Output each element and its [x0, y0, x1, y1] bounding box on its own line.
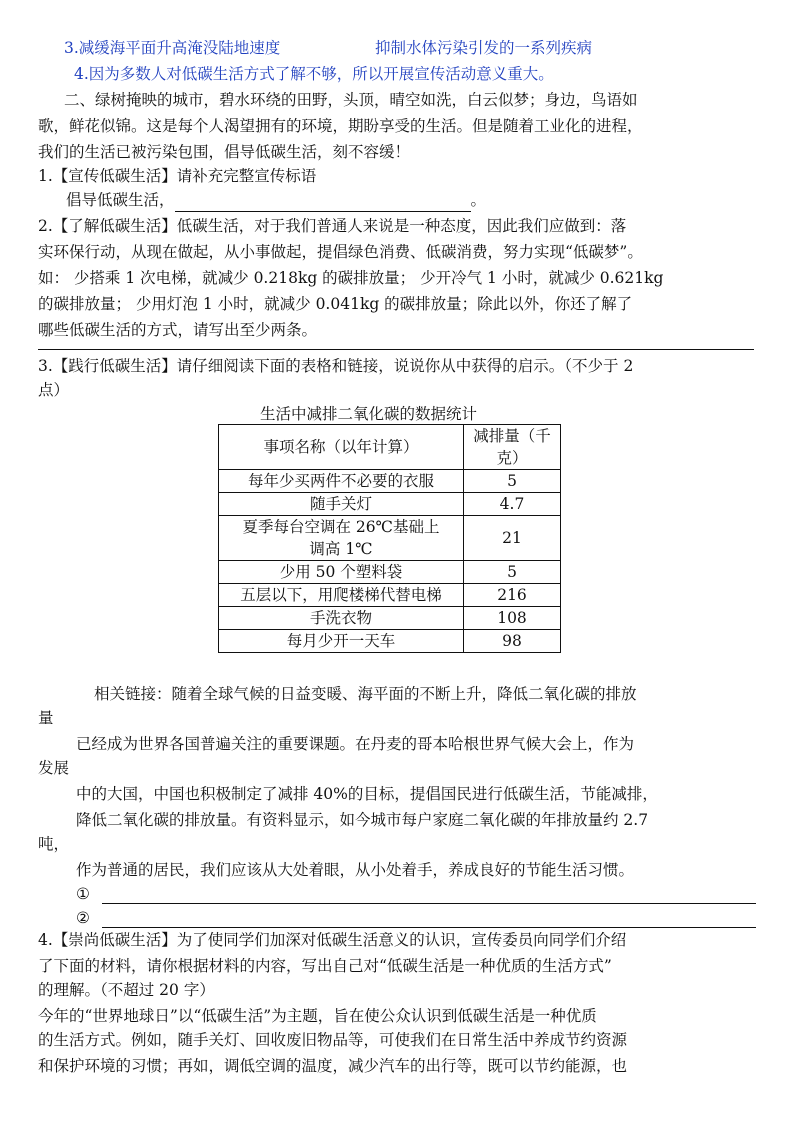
row-item: 五层以下，用爬楼梯代替电梯 — [219, 584, 464, 607]
row-value: 5 — [464, 470, 561, 493]
row-value: 5 — [464, 561, 561, 584]
row-value: 21 — [464, 516, 561, 561]
q4-line-1: 4.【崇尚低碳生活】为了使同学们加深对低碳生活意义的认识，宣传委员向同学们介绍 — [38, 931, 627, 949]
intro-line-2: 歌，鲜花似锦。这是每个人渴望拥有的环境，期盼享受的生活。但是随着工业化的进程， — [38, 117, 643, 135]
header-value — [464, 425, 561, 470]
table-title: 生活中减排二氧化碳的数据统计 — [260, 405, 478, 423]
answer-line-1[interactable] — [102, 903, 756, 904]
table-row — [219, 630, 561, 653]
q4-line-6: 和保护环境的习惯；再如，调低空调的温度，减少汽车的出行等，既可以节约能源，也 — [38, 1057, 628, 1075]
row-value: 98 — [464, 630, 561, 653]
answer-marker-1: ① — [76, 885, 90, 903]
q1-prompt: 倡导低碳生活， — [66, 191, 175, 209]
row-item: 每月少开一天车 — [219, 630, 464, 653]
link-line-2: 量 — [38, 709, 54, 727]
q4-line-4: 今年的“世界地球日”以“低碳生活”为主题，旨在使公众认识到低碳生活是一种优质 — [38, 1007, 597, 1025]
q4-line-2: 了下面的材料，请你根据材料的内容，写出自己对“低碳生活是一种优质的生活方式” — [38, 957, 612, 975]
q2-line-2: 实环保行动，从现在做起，从小事做起，提倡绿色消费、低碳消费，努力实现“低碳梦”。 — [38, 243, 643, 261]
link-line-1: 相关链接：随着全球气候的日益变暖、海平面的不断上升，降低二氧化碳的排放 — [94, 685, 637, 703]
q4-line-3: 的理解。（不超过 20 字） — [38, 981, 215, 999]
q1-title: 1.【宣传低碳生活】请补充完整宣传标语 — [38, 167, 317, 185]
answer-line-3a: 3.减缓海平面升高淹没陆地速度 — [64, 39, 281, 57]
row-item: 每年少买两件不必要的衣服 — [219, 470, 464, 493]
table-row — [219, 493, 561, 516]
q3-title-line-2: 点） — [38, 381, 70, 399]
q2-line-3: 如： 少搭乘 1 次电梯，就减少 0.218kg 的碳排放量； 少开冷气 1 小时，就减少 0.621kg — [38, 269, 664, 287]
link-line-4: 发展 — [38, 759, 70, 777]
table-row — [219, 561, 561, 584]
header-item: 事项名称（以年计算） — [219, 425, 464, 470]
row-value: 4.7 — [464, 493, 561, 516]
table-row — [219, 584, 561, 607]
row-item — [219, 516, 464, 561]
answer-marker-2: ② — [76, 909, 90, 927]
q1-end: 。 — [470, 191, 487, 209]
answer-line-4: 4.因为多数人对低碳生活方式了解不够，所以开展宣传活动意义重大。 — [74, 65, 554, 83]
table-row — [219, 607, 561, 630]
row-value: 216 — [464, 584, 561, 607]
row-item: 随手关灯 — [219, 493, 464, 516]
link-line-5: 中的大国，中国也积极制定了减排 40%的目标，提倡国民进行低碳生活，节能减排， — [76, 785, 658, 803]
q2-answer-line[interactable] — [38, 349, 754, 350]
link-line-7: 吨， — [38, 835, 70, 853]
row-item: 少用 50 个塑料袋 — [219, 561, 464, 584]
q1-slogan-row — [66, 188, 486, 212]
table-header-row — [219, 425, 561, 470]
table-row — [219, 470, 561, 493]
table-row — [219, 516, 561, 561]
q3-title-line-1: 3.【践行低碳生活】请仔细阅读下面的表格和链接，说说你从中获得的启示。（不少于 2 — [38, 357, 634, 375]
header-value-line-2: 克） — [496, 449, 528, 467]
q1-answer-blank[interactable] — [175, 191, 471, 212]
header-value-line-1: 减排量（千 — [473, 427, 551, 445]
row-value: 108 — [464, 607, 561, 630]
intro-line-3: 我们的生活已被污染包围，倡导低碳生活，刻不容缓！ — [38, 143, 411, 161]
link-line-3: 已经成为世界各国普遍关注的重要课题。在丹麦的哥本哈根世界气候大会上，作为 — [76, 735, 635, 753]
q2-line-4: 的碳排放量； 少用灯泡 1 小时，就减少 0.041kg 的碳排放量；除此以外，你还了解了 — [38, 295, 633, 313]
intro-line-1: 二、绿树掩映的城市，碧水环绕的田野，头顶，晴空如洗，白云似梦；身边，鸟语如 — [64, 91, 638, 109]
row-item-line-1: 夏季每台空调在 26℃基础上 — [242, 518, 440, 536]
link-line-8: 作为普通的居民，我们应该从大处着眼，从小处着手，养成良好的节能生活习惯。 — [76, 861, 635, 879]
row-item-line-2: 调高 1℃ — [309, 540, 373, 558]
link-line-6: 降低二氧化碳的排放量。有资料显示，如今城市每户家庭二氧化碳的年排放量约 2.7 — [76, 811, 649, 829]
answer-line-3b: 抑制水体污染引发的一系列疾病 — [375, 39, 593, 57]
row-item: 手洗衣物 — [219, 607, 464, 630]
emission-table — [218, 424, 561, 653]
q4-line-5: 的生活方式。例如，随手关灯、回收废旧物品等，可使我们在日常生活中养成节约资源 — [38, 1031, 628, 1049]
q2-line-1: 2.【了解低碳生活】低碳生活，对于我们普通人来说是一种态度，因此我们应做到：落 — [38, 217, 627, 235]
q2-line-5: 哪些低碳生活的方式，请写出至少两条。 — [38, 321, 318, 339]
